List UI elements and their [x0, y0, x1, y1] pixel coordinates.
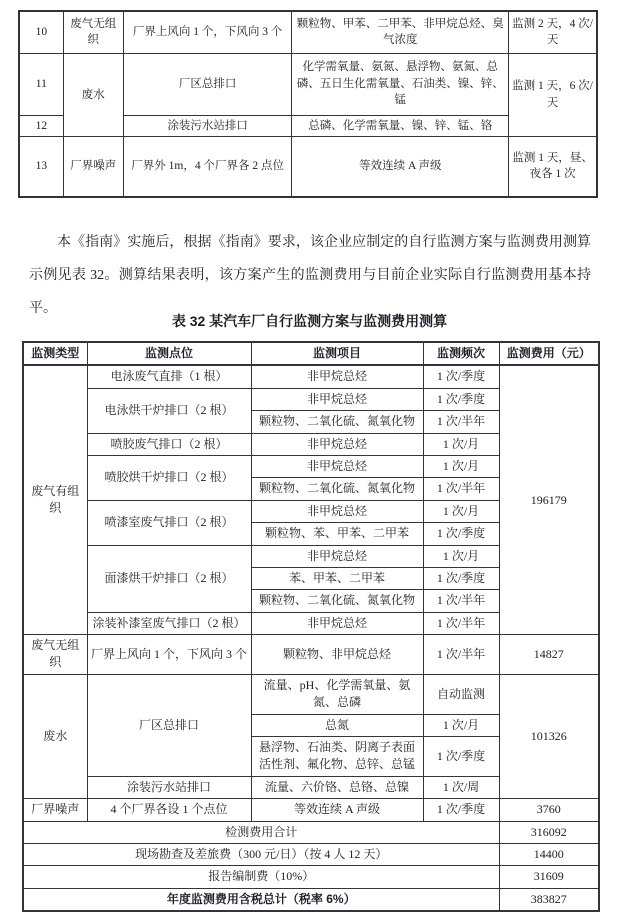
header-monitor-frequency: 监测频次	[423, 342, 499, 365]
monitor-frequency: 1 次/季度	[423, 567, 499, 589]
monitor-type: 废水	[63, 53, 123, 137]
monitor-frequency: 监测 2 天，4 次/天	[509, 11, 597, 53]
monitor-items: 颗粒物、非甲烷总烃	[251, 635, 423, 675]
monitor-frequency: 监测 1 天，昼、夜各 1 次	[509, 137, 597, 197]
monitor-point: 厂界上风向 1 个，下风向 3 个	[123, 11, 292, 53]
table-row	[23, 799, 599, 821]
monitor-items: 颗粒物、二氧化硫、氮氧化物	[251, 590, 423, 612]
monitor-frequency: 1 次/半年	[423, 590, 499, 612]
monitor-items: 非甲烷总烃	[251, 545, 423, 567]
monitor-items: 非甲烷总烃	[251, 388, 423, 410]
monitor-frequency: 1 次/半年	[423, 635, 499, 675]
monitor-items: 非甲烷总烃	[251, 365, 423, 388]
monitor-items: 颗粒物、二氧化硫、氮氧化物	[251, 478, 423, 500]
table-row	[19, 11, 597, 53]
monitor-point: 厂界外 1m，4 个厂界各 2 点位	[123, 137, 292, 197]
subtotal-label: 检测费用合计	[23, 821, 499, 843]
header-monitor-fee: 监测费用（元）	[499, 342, 599, 365]
table-row	[23, 365, 599, 388]
monitor-type: 废气有组织	[23, 365, 87, 634]
monitor-items: 颗粒物、苯、甲苯、二甲苯	[251, 523, 423, 545]
header-monitor-items: 监测项目	[251, 342, 423, 365]
monitor-items: 苯、甲苯、二甲苯	[251, 567, 423, 589]
monitoring-plan-table	[22, 341, 600, 912]
monitor-frequency: 1 次/季度	[423, 388, 499, 410]
monitor-point: 厂界上风向 1 个，下风向 3 个	[87, 635, 251, 675]
row-number: 11	[19, 53, 63, 115]
monitor-items: 非甲烷总烃	[251, 455, 423, 477]
header-monitor-point: 监测点位	[87, 342, 251, 365]
monitor-items: 流量、pH、化学需氧量、氨氮、总磷	[251, 674, 423, 714]
annual-total-label: 年度监测费用含税总计（税率 6%）	[23, 888, 499, 911]
monitor-frequency: 1 次/月	[423, 500, 499, 522]
monitor-point: 喷漆室废气排口（2 根）	[87, 500, 251, 545]
monitor-frequency: 1 次/半年	[423, 478, 499, 500]
monitor-frequency: 自动监测	[423, 674, 499, 714]
row-number: 12	[19, 115, 63, 137]
monitor-fee: 196179	[499, 365, 599, 634]
annual-total-value: 383827	[499, 888, 599, 911]
monitor-items: 颗粒物、二氧化硫、氮氧化物	[251, 411, 423, 433]
monitor-frequency: 1 次/季度	[423, 737, 499, 777]
subtotal-value: 316092	[499, 821, 599, 843]
monitor-frequency: 1 次/月	[423, 433, 499, 455]
monitor-point: 喷胶废气排口（2 根）	[87, 433, 251, 455]
monitor-frequency: 1 次/周	[423, 776, 499, 798]
monitor-point: 电泳烘干炉排口（2 根）	[87, 388, 251, 433]
monitor-frequency: 1 次/半年	[423, 612, 499, 634]
monitor-items: 等效连续 A 声级	[251, 799, 423, 821]
monitor-fee: 3760	[499, 799, 599, 821]
table-row	[23, 342, 599, 365]
monitor-frequency: 1 次/季度	[423, 799, 499, 821]
survey-travel-fee-value: 14400	[499, 843, 599, 865]
monitor-point: 涂装污水站排口	[123, 115, 292, 137]
table-row	[23, 674, 599, 714]
monitor-frequency: 监测 1 天，6 次/天	[509, 53, 597, 137]
table-row	[23, 635, 599, 675]
monitor-items: 流量、六价铬、总铬、总镍	[251, 776, 423, 798]
monitor-point: 厂区总排口	[123, 53, 292, 115]
row-number: 10	[19, 11, 63, 53]
monitor-fee: 14827	[499, 635, 599, 675]
table-row	[23, 866, 599, 888]
body-paragraph: 本《指南》实施后，根据《指南》要求，该企业应制定的自行监测方案与监测费用测算示例见表 32。测算结果表明，该方案产生的监测费用与目前企业实际自行监测费用基本持平。	[29, 235, 591, 316]
monitor-items: 总氮	[251, 714, 423, 736]
monitor-fee: 101326	[499, 674, 599, 798]
monitor-type: 厂界噪声	[63, 137, 123, 197]
report-fee-value: 31609	[499, 866, 599, 888]
table-row	[23, 888, 599, 911]
monitor-frequency: 1 次/季度	[423, 523, 499, 545]
monitor-items: 非甲烷总烃	[251, 500, 423, 522]
monitor-type: 废气无组织	[63, 11, 123, 53]
monitor-point: 涂装污水站排口	[87, 776, 251, 798]
monitor-type: 废气无组织	[23, 635, 87, 675]
monitor-type: 废水	[23, 674, 87, 798]
monitor-frequency: 1 次/月	[423, 455, 499, 477]
monitor-point: 喷胶烘干炉排口（2 根）	[87, 455, 251, 500]
monitor-frequency: 1 次/半年	[423, 411, 499, 433]
monitor-items: 悬浮物、石油类、阴离子表面活性剂、氟化物、总锌、总锰	[251, 737, 423, 777]
monitor-point: 涂装补漆室废气排口（2 根）	[87, 612, 251, 634]
table-caption: 表 32 某汽车厂自行监测方案与监测费用测算	[171, 313, 448, 329]
table-row	[19, 137, 597, 197]
monitor-frequency: 1 次/月	[423, 545, 499, 567]
monitor-type: 厂界噪声	[23, 799, 87, 821]
header-monitor-type: 监测类型	[23, 342, 87, 365]
monitor-point: 面漆烘干炉排口（2 根）	[87, 545, 251, 612]
survey-travel-fee-label: 现场勘查及差旅费（300 元/日）（按 4 人 12 天）	[23, 843, 499, 865]
monitor-point: 4 个厂界各设 1 个点位	[87, 799, 251, 821]
monitor-items: 等效连续 A 声级	[292, 137, 509, 197]
monitor-items: 颗粒物、甲苯、二甲苯、非甲烷总烃、臭气浓度	[292, 11, 509, 53]
monitor-frequency: 1 次/季度	[423, 365, 499, 388]
continuation-table	[18, 10, 598, 198]
report-fee-label: 报告编制费（10%）	[23, 866, 499, 888]
monitor-frequency: 1 次/月	[423, 714, 499, 736]
monitor-items: 总磷、化学需氧量、镍、锌、锰、铬	[292, 115, 509, 137]
monitor-items: 化学需氧量、氨氮、悬浮物、氨氮、总磷、五日生化需氧量、石油类、镍、锌、锰	[292, 53, 509, 115]
table-row	[23, 821, 599, 843]
row-number: 13	[19, 137, 63, 197]
monitor-point: 厂区总排口	[87, 674, 251, 776]
monitor-point: 电泳废气直排（1 根）	[87, 365, 251, 388]
table-row	[23, 843, 599, 865]
table-row	[19, 53, 597, 115]
monitor-items: 非甲烷总烃	[251, 433, 423, 455]
monitor-items: 非甲烷总烃	[251, 612, 423, 634]
